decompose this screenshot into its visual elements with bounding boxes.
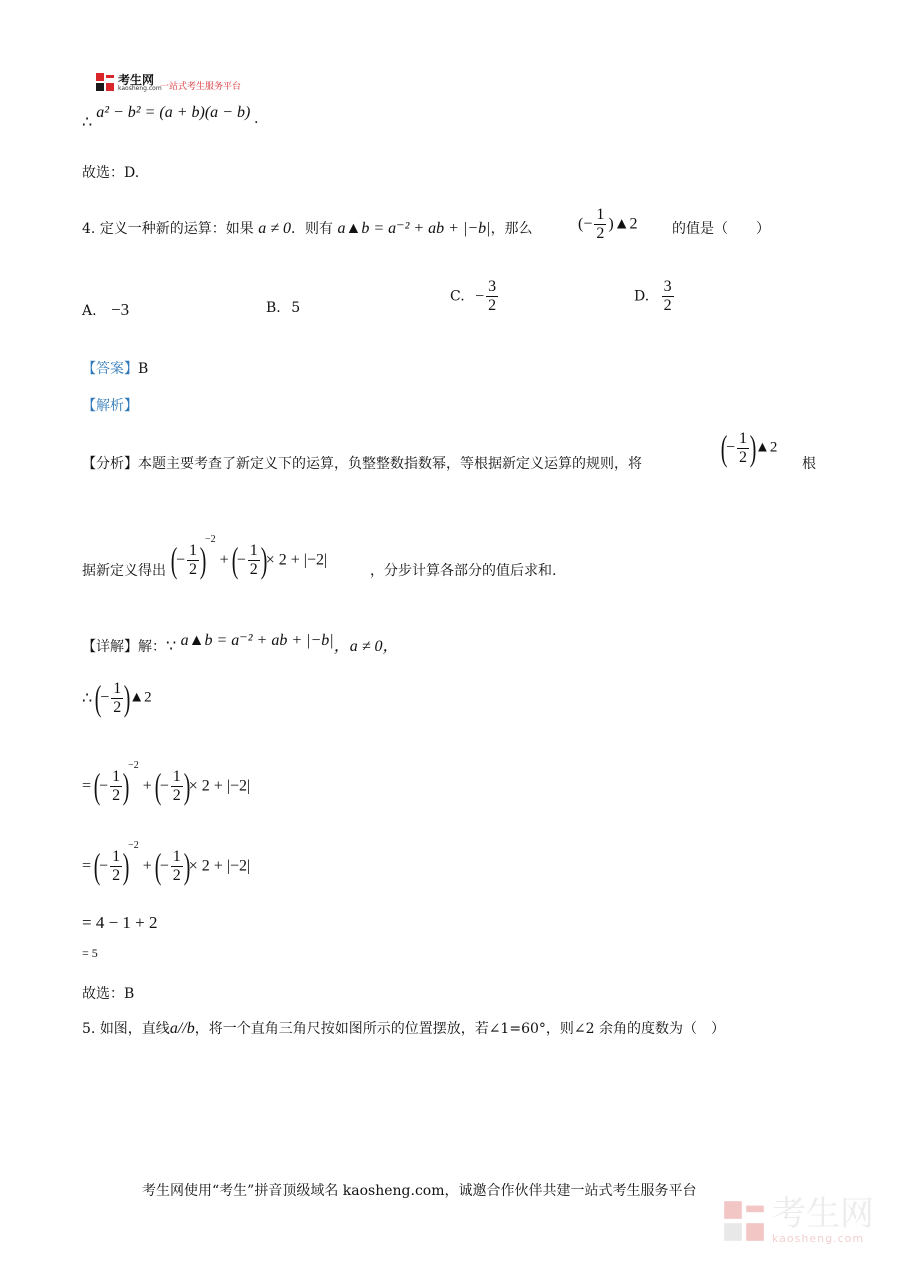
fenxi-tag: 【分析】: [82, 456, 138, 472]
right-paren: ): [199, 540, 207, 581]
q4-expr-close: )▲2: [608, 215, 638, 233]
frac-numerator: 3: [488, 278, 497, 295]
option-d-fraction: [662, 278, 674, 315]
watermark: [722, 1196, 874, 1245]
watermark-logo-icon: [722, 1199, 766, 1243]
identity-rhs: (a + b)(a − b): [159, 104, 251, 121]
left-paren: (: [170, 540, 178, 581]
fenxi-line-1: [82, 453, 642, 473]
option-b[interactable]: [266, 300, 300, 316]
half-fraction: [110, 768, 122, 805]
left-paren: (: [94, 678, 102, 718]
because-symbol: ∵: [166, 638, 177, 655]
right-paren: ): [749, 428, 757, 468]
option-a-value: −3: [111, 300, 130, 319]
plus-sign: +: [219, 551, 229, 569]
step-line-1: [82, 760, 250, 806]
xiangjie-condition: ，a ≠ 0，: [333, 638, 399, 655]
option-c[interactable]: [450, 278, 500, 315]
frac-denominator: 2: [189, 560, 198, 578]
xiangjie-line: [82, 633, 399, 656]
right-paren: ): [183, 766, 191, 807]
frac-denominator: 2: [739, 448, 748, 466]
frac-denominator: 2: [112, 786, 121, 804]
abs-value: |−2|: [303, 551, 328, 569]
minus-sign: −: [159, 777, 169, 795]
triangle-op: ▲2: [755, 439, 778, 456]
minus-sign: −: [236, 551, 246, 569]
identity-line: [82, 102, 259, 131]
option-c-label: C.: [450, 288, 465, 305]
frac-denominator: 2: [113, 698, 122, 716]
left-paren: (: [231, 540, 239, 581]
footer-text: 考生网使用“考生”拼音顶级域名 kaosheng.com，诚邀合作伙伴共建一站式考生服务平台: [142, 1183, 697, 1199]
frac-denominator: 2: [172, 866, 181, 884]
watermark-domain: kaosheng.com: [772, 1232, 865, 1245]
identity-lhs: a² − b² =: [96, 104, 156, 121]
q4-choose: 故选：B: [82, 986, 135, 1002]
right-paren: ): [183, 846, 191, 887]
identity-period: .: [254, 110, 259, 127]
option-a-label: A.: [82, 303, 97, 319]
frac-numerator: 1: [189, 541, 198, 559]
minus-sign: −: [726, 439, 736, 456]
half-fraction: [171, 768, 183, 805]
option-a[interactable]: [82, 300, 129, 320]
frac-denominator: 2: [663, 297, 672, 314]
watermark-cn: 考生网: [772, 1194, 874, 1234]
frac-denominator: 2: [172, 786, 181, 804]
xiangjie-tag: 【详解】: [82, 639, 138, 655]
right-paren: ): [122, 766, 130, 807]
half-fraction: [187, 542, 199, 579]
minus-sign: −: [99, 857, 109, 875]
half-fraction: [248, 542, 260, 579]
q4-expr-open: (−: [578, 215, 593, 233]
times-two: × 2 +: [265, 551, 300, 569]
frac-numerator: 1: [112, 847, 121, 865]
half-fraction: [111, 680, 123, 717]
fenxi-text-1: 本题主要考查了新定义下的运算，负整整数指数幂，等根据新定义运算的规则，将: [138, 456, 642, 472]
q5-parallel: a//b: [169, 1020, 195, 1037]
option-d[interactable]: [634, 278, 676, 315]
right-paren: ): [123, 678, 131, 718]
brand-name: 考生网: [118, 73, 155, 87]
frac-denominator: 2: [249, 560, 258, 578]
brand-domain: kaosheng.com: [118, 85, 162, 92]
plus-sign: +: [142, 857, 152, 875]
frac-numerator: 1: [172, 847, 181, 865]
frac-denominator: 2: [112, 866, 121, 884]
frac-numerator: 1: [739, 429, 748, 447]
fenxi-expression: [722, 428, 777, 468]
brand-slogan: 一站式考生服务平台: [160, 82, 242, 92]
q5-text-a: 如图，直线: [99, 1021, 170, 1037]
times-two: × 2 +: [188, 857, 223, 875]
abs-value: |−2|: [226, 857, 251, 875]
q4-stem-d: 的值是（ ）: [672, 221, 770, 237]
xiangjie-text: 解：: [138, 639, 166, 655]
q4-stem: [82, 218, 533, 238]
option-b-value: 5: [291, 300, 301, 316]
frac-numerator: 1: [596, 206, 605, 223]
frac-numerator: 1: [113, 679, 122, 697]
abs-value: |−2|: [226, 777, 251, 795]
left-paren: (: [93, 846, 101, 887]
minus-sign: −: [176, 551, 186, 569]
plus-sign: +: [142, 777, 152, 795]
half-fraction: [110, 848, 122, 885]
therefore-symbol: ∴: [82, 114, 93, 131]
frac-denominator: 2: [488, 297, 497, 314]
fenxi-text-3: 据新定义得出: [82, 563, 166, 579]
frac-numerator: 3: [663, 278, 672, 295]
right-paren: ): [122, 846, 130, 887]
q4-half-fraction: [594, 206, 606, 243]
option-b-label: B.: [266, 300, 281, 316]
right-paren: ): [260, 540, 268, 581]
kaosheng-logo-icon: [96, 73, 116, 91]
frac-denominator: 2: [596, 225, 605, 242]
q4-number: 4.: [82, 221, 96, 237]
answer-value: B: [138, 361, 149, 377]
q5-text-b: ，将一个直角三角尺按如图所示的位置摆放，若∠1=60°，则∠2 余角的度数为（ ）: [194, 1021, 725, 1037]
analysis-tag: 【解析】: [82, 398, 138, 414]
therefore-symbol: ∴: [82, 690, 93, 707]
exponent: −2: [128, 840, 139, 851]
q4-expression: [578, 206, 638, 243]
exponent: −2: [128, 760, 139, 771]
option-d-label: D.: [634, 288, 650, 305]
xiangjie-definition: a▲b = a⁻² + ab + |−b|: [180, 632, 334, 649]
q4-condition: a ≠ 0: [258, 220, 292, 237]
minus-sign: −: [99, 777, 109, 795]
step-line-2: [82, 840, 250, 886]
q4-stem-a: 定义一种新的运算：如果: [99, 221, 254, 237]
step-line-4: = 5: [82, 946, 98, 960]
frac-numerator: 1: [249, 541, 258, 559]
frac-numerator: 1: [112, 767, 121, 785]
q4-definition: a▲b = a⁻² + ab + |−b|: [337, 220, 491, 237]
fenxi-formula: [172, 534, 327, 580]
q4-stem-c: ，那么: [490, 221, 533, 237]
answer-tag: 【答案】: [82, 361, 138, 377]
fenxi-text-4: ，分步计算各部分的值后求和.: [370, 563, 557, 579]
minus-sign: −: [100, 689, 110, 706]
equals-sign: =: [82, 777, 92, 795]
option-c-fraction: [486, 278, 498, 315]
answer-line: [82, 358, 148, 378]
fenxi-text-2: 根: [802, 456, 816, 472]
half-fraction: [737, 430, 749, 467]
q4-stem-b: ．则有: [291, 221, 334, 237]
option-c-sign: −: [475, 287, 485, 305]
equals-sign: =: [82, 857, 92, 875]
left-paren: (: [154, 766, 162, 807]
exponent: −2: [205, 534, 216, 545]
q5-number: 5.: [82, 1021, 96, 1037]
triangle-op: ▲2: [129, 689, 152, 706]
minus-sign: −: [159, 857, 169, 875]
left-paren: (: [93, 766, 101, 807]
half-fraction: [171, 848, 183, 885]
frac-numerator: 1: [172, 767, 181, 785]
times-two: × 2 +: [188, 777, 223, 795]
step-line-3: = 4 − 1 + 2: [82, 913, 158, 932]
therefore-line: [82, 678, 152, 718]
left-paren: (: [154, 846, 162, 887]
prev-answer: 故选：D.: [82, 165, 140, 181]
left-paren: (: [720, 428, 728, 468]
q5-stem: [82, 1018, 725, 1038]
